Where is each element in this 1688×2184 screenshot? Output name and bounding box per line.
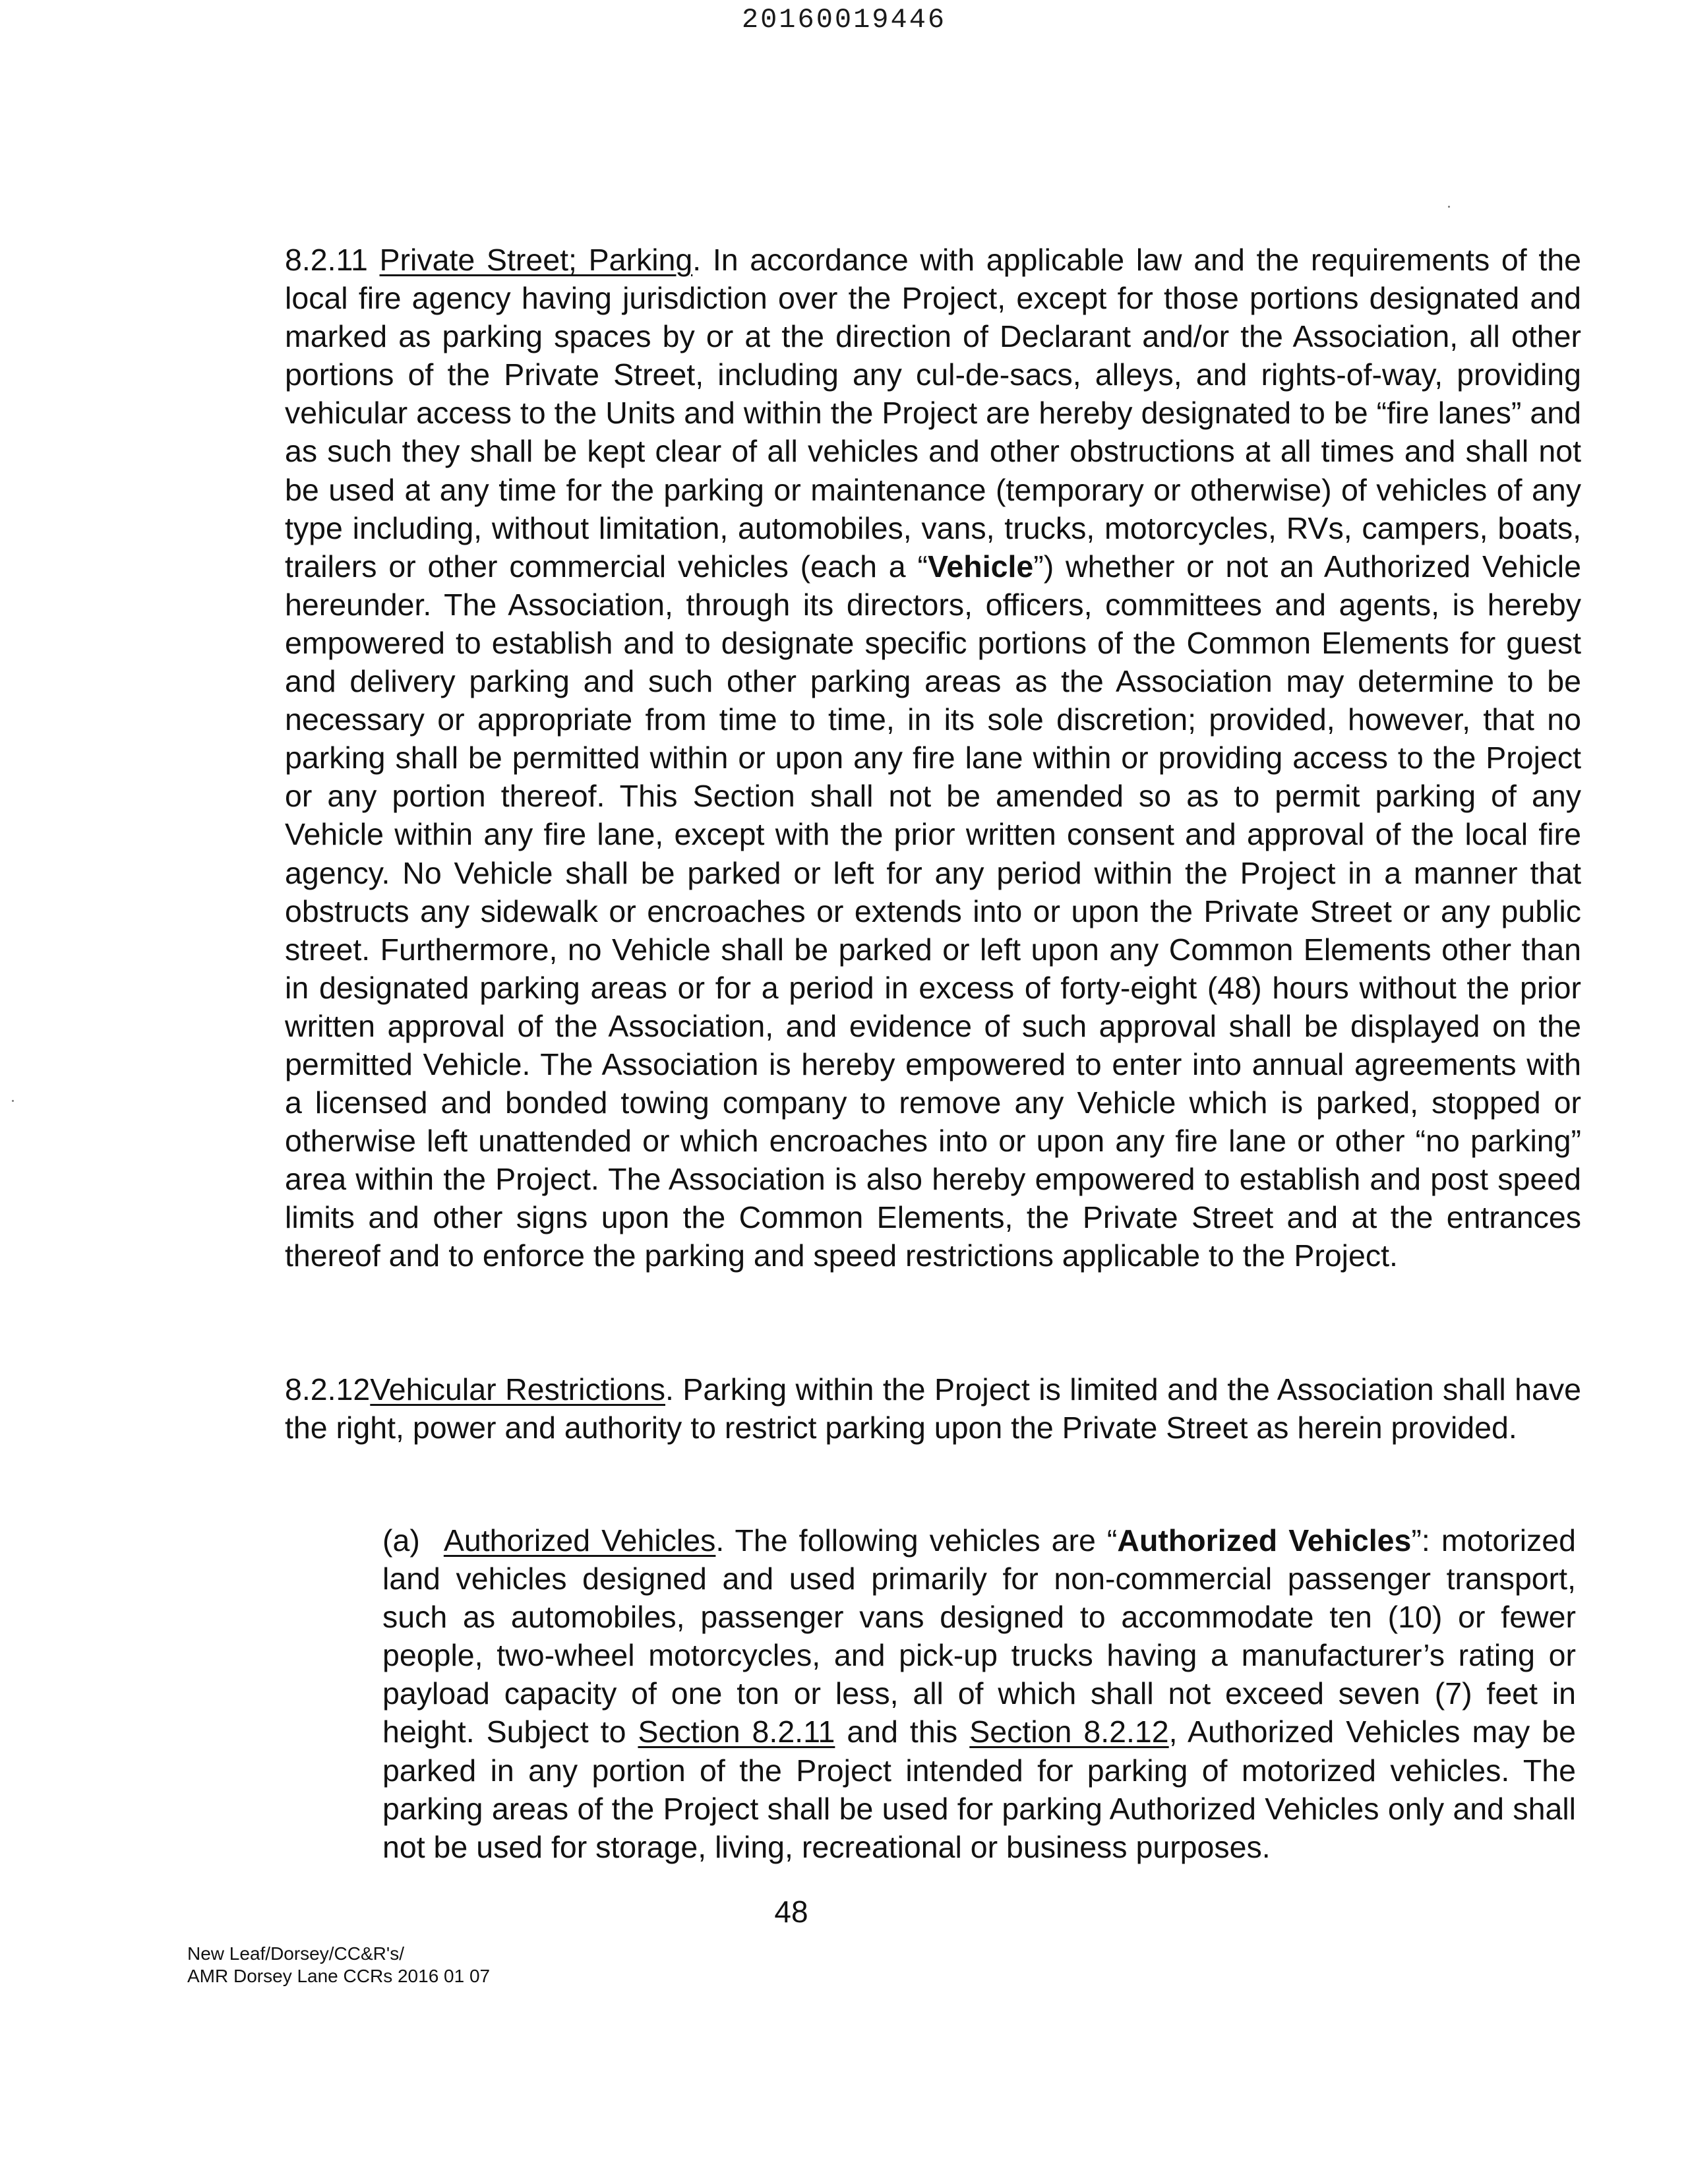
footer bbox=[187, 1943, 490, 1987]
subsection-text: and this bbox=[835, 1714, 970, 1749]
subsection-heading: Authorized Vehicles bbox=[443, 1523, 716, 1558]
section-text: ”) whether or not an Authorized Vehicle hereunder. The Association, through its directors, officers, committees and agents, is hereby empowered to establish and to designate specific portions of the Common Elements for guest and delivery parking and such other parking areas as the Association may determine to be necessary or appropriate from time to time, in its sole discretion; provided, however, that no parking shall be permitted within or upon any fire lane within or providing access to the Project or any portion thereof. This Section shall not be amended so as to permit parking of any Vehicle within any fire lane, except with the prior written consent and approval of the local fire agency. No Vehicle shall be parked or left for any period within the Project in a manner that obstructs any sidewalk or encroaches or extends into or upon the Private Street or any public street. Furthermore, no Vehicle shall be parked or left upon any Common Elements other than in designated parking areas or for a period in excess of forty-eight (48) hours without the prior written approval of the Association, and evidence of such approval shall be displayed on the permitted Vehicle. The Association is hereby empowered to enter into annual agreements with a licensed and bonded towing company to remove any Vehicle which is parked, stopped or otherwise left unattended or which encroaches into or upon any fire lane or other “no parking” area within the Project. The Association is also hereby empowered to establish and post speed limits and other signs upon the Common Elements, the Private Street and at the entrances thereof and to enforce the parking and speed restrictions applicable to the Project. bbox=[285, 549, 1581, 1273]
footer-line: New Leaf/Dorsey/CC&R's/ bbox=[187, 1943, 404, 1964]
section-heading: Vehicular Restrictions bbox=[370, 1372, 665, 1407]
defined-term: Vehicle bbox=[927, 549, 1034, 584]
section-8-2-12 bbox=[187, 1370, 1581, 1447]
section-number: 8.2.12 bbox=[285, 1372, 371, 1407]
subsection-text: . The following vehicles are “ bbox=[715, 1523, 1118, 1558]
document-number: 20160019446 bbox=[741, 4, 947, 36]
scan-speck bbox=[1448, 206, 1450, 208]
page-number: 48 bbox=[774, 1895, 808, 1929]
section-heading: Private Street; Parking bbox=[379, 243, 693, 277]
scan-speck bbox=[12, 1100, 14, 1102]
section-reference: Section 8.2.12 bbox=[969, 1714, 1169, 1749]
subsection-a bbox=[290, 1521, 1576, 1866]
section-reference: Section 8.2.11 bbox=[638, 1714, 835, 1749]
section-8-2-11 bbox=[187, 241, 1581, 1275]
footer-line: AMR Dorsey Lane CCRs 2016 01 07 bbox=[187, 1966, 491, 1986]
defined-term: Authorized Vehicles bbox=[1117, 1523, 1412, 1558]
subsection-label: (a) bbox=[382, 1523, 420, 1558]
section-text: . Parking within the Project is limited and the Association shall have the right, power and authority to restrict parking upon the Private Street as herein provided. bbox=[285, 1372, 1582, 1445]
subsection-text: , Authorized Vehicles may be parked in any portion of the Project intended for parking of motorized vehicles. The parking areas of the Project shall be used for parking Authorized Vehicles only and shall not be used for storage, living, recreational or business purposes. bbox=[382, 1714, 1577, 1864]
section-number: 8.2.11 bbox=[285, 243, 368, 277]
subsection-text: ”: motorized land vehicles designed and used primarily for non-commercial passenger transport, such as automobiles, passenger vans designed to accommodate ten (10) or fewer people, two-wheel motorcycles, and pick-up trucks having a manufacturer’s rating or payload capacity of one ton or less, all of which shall not exceed seven (7) feet in height. Subject to bbox=[382, 1523, 1576, 1749]
section-text: . In accordance with applicable law and the requirements of the local fire agency having jurisdiction over the Project, except for those portions designated and marked as parking spaces by or at the direction of Declarant and/or the Association, all other portions of the Private Street, including any cul-de-sacs, alleys, and rights-of-way, providing vehicular access to the Units and within the Project are hereby designated to be “fire lanes” and as such they shall be kept clear of all vehicles and other obstructions at all times and shall not be used at any time for the parking or maintenance (temporary or otherwise) of vehicles of any type including, without limitation, automobiles, vans, trucks, motorcycles, RVs, campers, boats, trailers or other commercial vehicles (each a “ bbox=[285, 243, 1581, 584]
